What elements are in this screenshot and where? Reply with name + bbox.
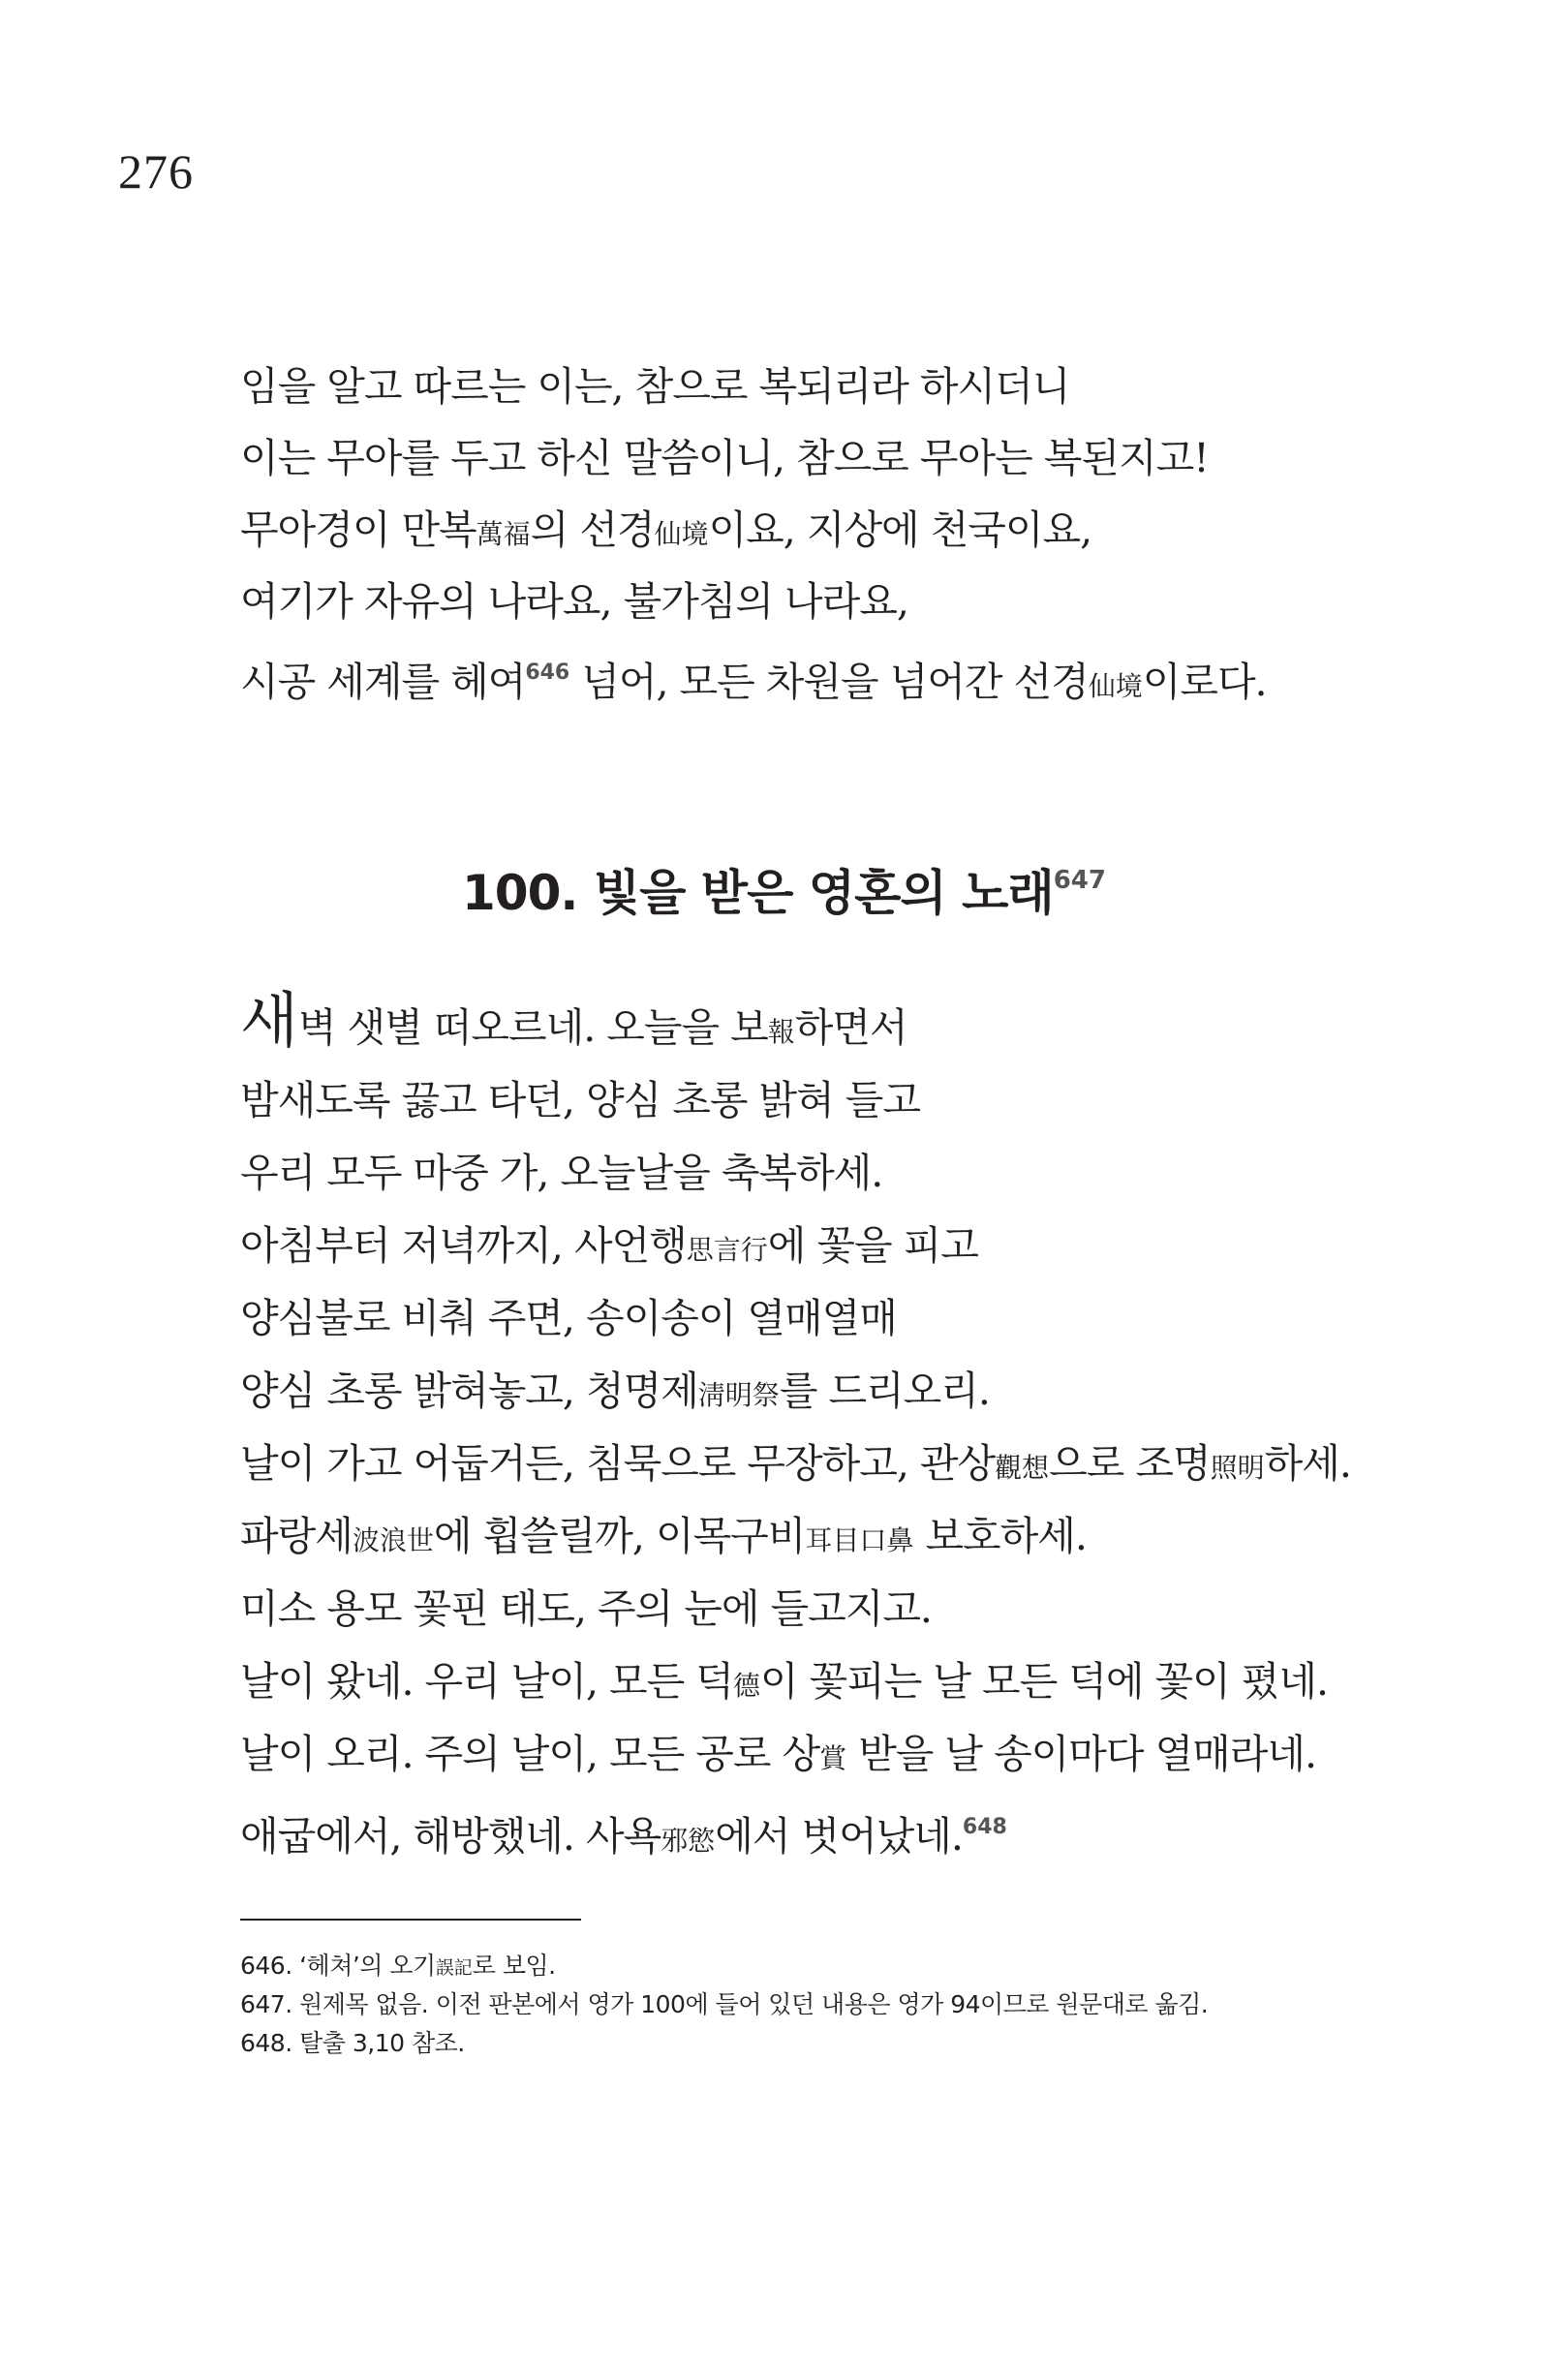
footnote-ref-647[interactable]: 647: [1053, 866, 1106, 895]
drop-cap: 새: [240, 985, 298, 1056]
footnote-647: 647. 원제목 없음. 이전 판본에서 영가 100에 들어 있던 내용은 영가 94이므로 원문대로 옮김.: [240, 1990, 1209, 2018]
hanja-gloss: 報: [767, 1016, 795, 1048]
poem-line: 시공 세계를 헤여$^{646}$ 넘어, 모든 차원을 넘어간 선경仙境이로다.: [240, 659, 1267, 705]
poem-line: 새벽 샛별 떠오르네. 오늘을 보報하면서: [240, 985, 907, 1056]
poem-line: 이는 무아를 두고 하신 말씀이니, 참으로 무아는 복된지고!: [240, 435, 1209, 481]
poem-line: 여기가 자유의 나라요, 불가침의 나라요,: [240, 578, 908, 625]
footnote-646: 646. ‘헤쳐’의 오기誤記로 보임.: [240, 1952, 556, 1980]
poem-line: 임을 알고 따르는 이는, 참으로 복되리라 하시더니: [240, 363, 1070, 410]
poem-stanza-1: [240, 351, 1267, 709]
poem-stanza-2: [240, 985, 1351, 1863]
hanja-gloss: 觀想: [995, 1452, 1050, 1484]
poem-line: 날이 왔네. 우리 날이, 모든 덕德이 꽃피는 날 모든 덕에 꽃이 폈네.: [240, 1658, 1329, 1705]
hanja-gloss: 波浪世: [352, 1524, 434, 1556]
poem-line: 우리 모두 마중 가, 오늘날을 축복하세.: [240, 1150, 883, 1196]
hanja-gloss: 賞: [819, 1742, 847, 1774]
poem-line: 무아경이 만복萬福의 선경仙境이요, 지상에 천국이요,: [240, 507, 1092, 553]
footnote-divider: [240, 1919, 581, 1921]
poem-line: 날이 가고 어둡거든, 침묵으로 무장하고, 관상觀想으로 조명照明하세.: [240, 1440, 1351, 1487]
hanja-gloss: 萬福: [476, 518, 531, 550]
hanja-gloss: 德: [732, 1670, 760, 1702]
section-title: 100. 빛을 받은 영혼의 노래$^{647}$: [462, 865, 1106, 921]
hanja-gloss: 仙境: [654, 518, 709, 550]
poem-line: 미소 용모 꽃핀 태도, 주의 눈에 들고지고.: [240, 1585, 932, 1632]
poem-line: 양심불로 비춰 주면, 송이송이 열매열매: [240, 1295, 897, 1341]
hanja-gloss: 照明: [1210, 1452, 1265, 1484]
footnote-648: 648. 탈출 3,10 참조.: [240, 2029, 465, 2057]
footnote-ref-646[interactable]: 646: [525, 661, 570, 685]
hanja-gloss: 誤記: [435, 1957, 473, 1979]
footnotes: [240, 1947, 1208, 2063]
hanja-gloss: 邪慾: [661, 1825, 716, 1857]
poem-line: 아침부터 저녁까지, 사언행思言行에 꽃을 피고: [240, 1222, 978, 1269]
poem-line: 밤새도록 끓고 타던, 양심 초롱 밝혀 들고: [240, 1077, 920, 1123]
hanja-gloss: 仙境: [1088, 670, 1143, 702]
footnote-ref-648[interactable]: 648: [962, 1815, 1007, 1839]
poem-line: 양심 초롱 밝혀놓고, 청명제淸明祭를 드리오리.: [240, 1368, 990, 1414]
poem-line: 애굽에서, 해방했네. 사욕邪慾에서 벗어났네.$^{648}$: [240, 1813, 1007, 1860]
poem-line: 파랑세波浪世에 휩쓸릴까, 이목구비耳目口鼻 보호하세.: [240, 1513, 1087, 1559]
page-number: 276: [118, 144, 194, 199]
poem-line: 날이 오리. 주의 날이, 모든 공로 상賞 받을 날 송이마다 열매라네.: [240, 1731, 1316, 1777]
hanja-gloss: 耳目口鼻: [805, 1524, 914, 1556]
hanja-gloss: 淸明祭: [697, 1379, 780, 1411]
hanja-gloss: 思言行: [686, 1234, 768, 1266]
